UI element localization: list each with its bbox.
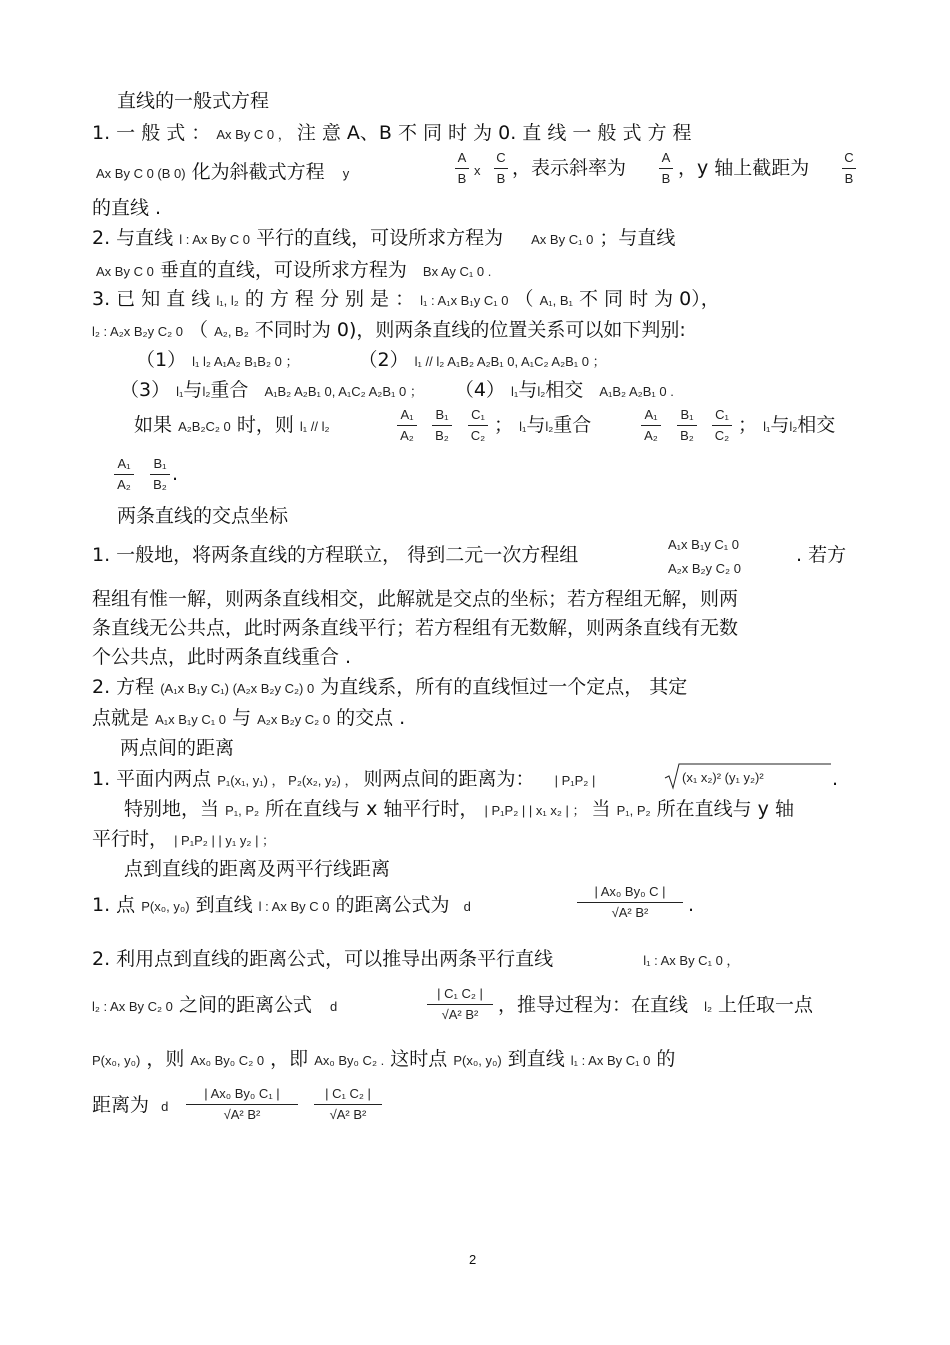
- s1-line2: [96, 160, 349, 186]
- section-title-intersection: 两条直线的交点坐标: [117, 505, 289, 527]
- s2-p1d: 条直线无公共点，此时两条直线平行；若方程组有无数解，则两条直线有无数: [92, 617, 739, 639]
- s1-l2y: y: [342, 166, 350, 181]
- s1-l2m: Ax By C 0 (B 0): [96, 166, 186, 181]
- s1-ratio-b: ； l₁与l₂重合: [494, 414, 592, 436]
- frac-intercept: C B: [842, 150, 856, 187]
- frac-parallel-distance: | C₁ C₂ | √A² B²: [427, 986, 493, 1023]
- s1-l2c: ，y 轴上截距为: [678, 157, 810, 179]
- frac-h3: C₁ C₂: [712, 407, 732, 444]
- section-title-general-form: 直线的一般式方程: [117, 90, 270, 112]
- s2-p2-line1: 2. 方程 (A₁x B₁y C₁) (A₂x B₂y C₂) 0 为直线系，所有的直线恒过一个定点， 其定: [92, 676, 688, 698]
- frac-g1: A₁ A₂: [397, 407, 417, 444]
- s3-p1c: .: [832, 768, 839, 790]
- s2-p1a: 1. 一般地，将两条直线的方程联立， 得到二元一次方程组: [92, 544, 579, 566]
- s1-para3-line2: l₂ : A₂x B₂y C₂ 0 （ A₂, B₂ 不同时为 0)，则两条直线的位置关系可以如下判别:: [92, 319, 686, 341]
- s1-case1-2: （1） l₁ l₂ A₁A₂ B₁B₂ 0 ； （2） l₁ // l₂ A₁B₂ A₂B₁ 0, A₁C₂ A₂B₁ 0 ；: [136, 349, 606, 371]
- page-number: 2: [469, 1252, 477, 1267]
- section-title-point-line-distance: 点到直线的距离及两平行线距离: [124, 858, 391, 880]
- s1-l2b: ，表示斜率为: [512, 157, 627, 179]
- s2-p1c: 程组有惟一解，则两条直线相交，此解就是交点的坐标；若方程组无解，则两: [92, 588, 739, 610]
- s4-p2-line2b: ，推导过程为：在直线 l₂ 上任取一点: [498, 994, 814, 1016]
- s1-l1a: 1. 一 般 式 ：: [92, 122, 211, 144]
- s2-p2-line2: 点就是 A₁x B₁y C₁ 0 与 A₂x B₂y C₂ 0 的交点 .: [92, 707, 406, 729]
- s1-line3: 的直线 .: [92, 197, 162, 219]
- s4-p1e: .: [688, 894, 695, 916]
- s1-ratio-a: 如果 A₂B₂C₂ 0 时，则 l₁ // l₂: [134, 414, 330, 436]
- s3-p1: 1. 平面内两点 P₁(x₁, y₁) ， P₂(x₂, y₂) ， 则两点间的距离为： | P₁P₂ |: [92, 768, 596, 790]
- s1-ratio-c: ； l₁与l₂相交: [738, 414, 836, 436]
- s3-p2: 特别地，当 P₁, P₂ 所在直线与 x 轴平行时， | P₁P₂ | | x₁ x₂ | ； 当 P₁, P₂ 所在直线与 y 轴: [124, 798, 794, 820]
- frac-g3: C₁ C₂: [468, 407, 488, 444]
- s2-system-eq2: A₂x B₂y C₂ 0: [668, 561, 741, 576]
- frac-h2: B₁ B₂: [677, 407, 697, 444]
- s4-p2-line2: l₂ : Ax By C₂ 0 之间的距离公式 d: [92, 994, 338, 1016]
- frac-x: x: [474, 163, 481, 178]
- s3-p3: 平行时， | P₁P₂ | | y₁ y₂ | ；: [92, 828, 276, 850]
- s1-l1b: 注 意 A、B 不 同 时 为 0. 直 线 一 般 式 方 程: [296, 122, 692, 144]
- s4-p2-line1: 2. 利用点到直线的距离公式，可以推导出两条平行直线 l₁ : Ax By C₁ 0 ，: [92, 948, 740, 970]
- s2-system-eq1: A₁x B₁y C₁ 0: [668, 537, 739, 552]
- frac-derivation-2: | C₁ C₂ | √A² B²: [314, 1086, 382, 1123]
- frac-a-b-slope: A B: [455, 150, 469, 187]
- s2-p1b: . 若方: [796, 544, 847, 566]
- frac-k1: A₁ A₂: [114, 456, 134, 493]
- s3-sqrt-body: (x₁ x₂)² (y₁ y₂)²: [682, 770, 764, 785]
- frac-slope: A B: [659, 150, 673, 187]
- s1-l2a: 化为斜截式方程: [191, 161, 325, 183]
- s1-para2-line2: Ax By C 0 垂直的直线，可设所求方程为 Bx Ay C₁ 0 .: [96, 259, 492, 281]
- s1-ratio-end: .: [172, 463, 179, 485]
- frac-k2: B₁ B₂: [150, 456, 170, 493]
- s1-case3-4: （3） l₁与l₂重合 A₁B₂ A₂B₁ 0, A₁C₂ A₂B₁ 0 ； （4） l₁与l₂相交 A₁B₂ A₂B₁ 0 .: [120, 379, 674, 401]
- frac-g2: B₁ B₂: [432, 407, 452, 444]
- s1-para2-line1: 2. 与直线 l : Ax By C 0 平行的直线，可设所求方程为 Ax By C₁ 0 ；与直线: [92, 227, 676, 249]
- frac-c-b: C B: [494, 150, 508, 187]
- s4-p1: 1. 点 P(x₀, y₀) 到直线 l : Ax By C 0 的距离公式为 d: [92, 894, 471, 916]
- s1-para3-line1: 3. 已 知 直 线 l₁, l₂ 的 方 程 分 别 是 ： l₁ : A₁x B₁y C₁ 0 （ A₁, B₁ 不 同 时 为 0），: [92, 288, 720, 310]
- frac-derivation-1: | Ax₀ By₀ C₁ | √A² B²: [186, 1086, 298, 1123]
- s1-line1: [92, 121, 692, 147]
- s4-p2-line3: P(x₀, y₀) ，则 Ax₀ By₀ C₂ 0 ，即 Ax₀ By₀ C₂ . 这时点 P(x₀, y₀) 到直线 l₁ : Ax By C₁ 0 的: [92, 1048, 676, 1070]
- frac-point-line-distance: | Ax₀ By₀ C | √A² B²: [577, 884, 683, 921]
- s1-l1m: Ax By C 0 ，: [216, 127, 291, 142]
- frac-h1: A₁ A₂: [641, 407, 661, 444]
- s2-p1e: 个公共点，此时两条直线重合 .: [92, 646, 352, 668]
- section-title-distance-two-points: 两点间的距离: [120, 737, 235, 759]
- s4-p2-line4: 距离为 d: [92, 1094, 169, 1116]
